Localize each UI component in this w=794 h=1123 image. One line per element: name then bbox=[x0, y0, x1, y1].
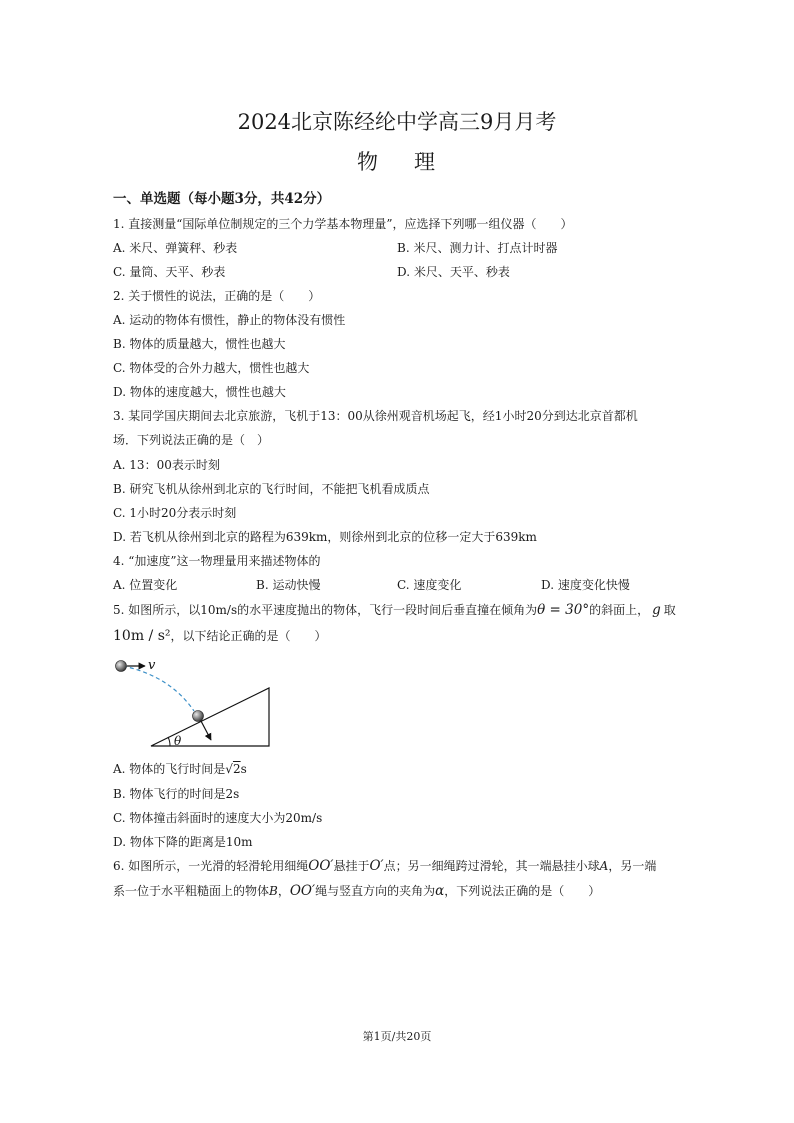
q6-stem-line1 bbox=[113, 857, 656, 875]
q5-option-a-unit: s bbox=[240, 762, 247, 776]
trajectory-dashed bbox=[123, 666, 194, 711]
projectile-incline-figure bbox=[108, 651, 278, 749]
object-b-symbol: B bbox=[269, 884, 278, 898]
q3-stem-line1: 3. 某同学国庆期间去北京旅游，飞机于13：00从徐州观音机场起飞，经1小时20分到达北京首都机 bbox=[113, 409, 638, 423]
q4-option-c: C. 速度变化 bbox=[397, 578, 462, 592]
q5-stem-text-4: ，以下结论正确的是（ ） bbox=[170, 629, 327, 643]
q4-option-d: D. 速度变化快慢 bbox=[541, 578, 630, 592]
rope-oo-symbol-2: OO′ bbox=[289, 883, 316, 899]
impact-arrow bbox=[201, 721, 211, 740]
theta-label: θ bbox=[174, 734, 182, 748]
q3-option-c: C. 1小时20分表示时刻 bbox=[113, 506, 237, 520]
q5-stem-text: 5. 如图所示，以10m/s的水平速度抛出的物体，飞行一段时间后垂直撞在倾角为 bbox=[113, 603, 538, 617]
q6-text-6: ， bbox=[277, 884, 290, 898]
q6-text-5: 系一位于水平粗糙面上的物体 bbox=[113, 884, 270, 898]
q4-stem: 4. “加速度”这一物理量用来描述物体的 bbox=[113, 554, 321, 568]
ball-a-symbol: A bbox=[599, 859, 609, 873]
q6-text-1: 6. 如图所示，一光滑的轻滑轮用细绳 bbox=[113, 859, 309, 873]
q2-stem: 2. 关于惯性的说法，正确的是（ ） bbox=[113, 289, 321, 303]
q1-option-a: A. 米尺、弹簧秤、秒表 bbox=[113, 241, 238, 255]
page-number: 第1页/共20页 bbox=[362, 1030, 432, 1043]
start-ball bbox=[116, 661, 127, 672]
q6-stem-line2 bbox=[113, 882, 600, 900]
rope-oo-symbol: OO′ bbox=[308, 858, 334, 874]
g-symbol: g bbox=[652, 602, 661, 618]
q5-stem-text-2: 的斜面上， bbox=[589, 603, 650, 617]
impact-ball bbox=[193, 711, 204, 722]
subject-left: 物 bbox=[357, 150, 380, 174]
q2-option-d: D. 物体的速度越大，惯性也越大 bbox=[113, 385, 286, 399]
q5-option-a bbox=[113, 760, 247, 778]
q1-stem: 1. 直接测量“国际单位制规定的三个力学基本物理量”，应选择下列哪一组仪器（ ） bbox=[113, 217, 573, 231]
q3-option-b: B. 研究飞机从徐州到北京的飞行时间，不能把飞机看成质点 bbox=[113, 482, 430, 496]
velocity-label: v bbox=[148, 658, 156, 673]
q5-option-d: D. 物体下降的距离是10m bbox=[113, 835, 253, 849]
q3-option-a: A. 13：00表示时刻 bbox=[113, 458, 220, 472]
q6-text-8: ，下列说法正确的是（ ） bbox=[444, 884, 601, 898]
subject-title bbox=[0, 148, 794, 176]
point-o-prime: O′ bbox=[369, 858, 384, 874]
alpha-symbol: α bbox=[435, 883, 445, 899]
q6-text-7: 绳与竖直方向的夹角为 bbox=[315, 884, 436, 898]
sqrt-two: √2 bbox=[225, 762, 241, 776]
q3-stem-line2: 场．下列说法正确的是（ ） bbox=[113, 433, 270, 447]
section-heading: 一、单选题（每小题3分，共42分） bbox=[113, 191, 331, 207]
q5-stem-line1 bbox=[113, 601, 676, 619]
q2-option-a: A. 运动的物体有惯性，静止的物体没有惯性 bbox=[113, 313, 346, 327]
angle-arc bbox=[168, 737, 170, 746]
q2-option-c: C. 物体受的合外力越大，惯性也越大 bbox=[113, 361, 310, 375]
q5-option-a-text: A. 物体的飞行时间是 bbox=[113, 762, 226, 776]
q1-option-b: B. 米尺、测力计、打点计时器 bbox=[397, 241, 558, 255]
q4-option-b: B. 运动快慢 bbox=[256, 578, 321, 592]
page-title: 2024北京陈经纶中学高三9月月考 bbox=[237, 110, 557, 134]
subject-right: 理 bbox=[414, 150, 437, 174]
q5-option-b: B. 物体飞行的时间是2s bbox=[113, 787, 240, 801]
q2-option-b: B. 物体的质量越大，惯性也越大 bbox=[113, 337, 286, 351]
q6-text-2: 悬挂于 bbox=[333, 859, 370, 873]
q5-option-c: C. 物体撞击斜面时的速度大小为20m/s bbox=[113, 811, 323, 825]
q1-option-c: C. 量筒、天平、秒表 bbox=[113, 265, 226, 279]
g-value: 10m / s² bbox=[113, 628, 171, 644]
q1-option-d: D. 米尺、天平、秒表 bbox=[397, 265, 510, 279]
q6-text-3: 点；另一细绳跨过滑轮，其一端悬挂小球 bbox=[383, 859, 600, 873]
q3-option-d: D. 若飞机从徐州到北京的路程为639km，则徐州到北京的位移一定大于639km bbox=[113, 530, 537, 544]
q5-stem-line2 bbox=[113, 627, 327, 645]
angle-formula: θ = 30° bbox=[537, 602, 590, 618]
sqrt-radicand: 2 bbox=[232, 762, 241, 776]
q6-text-4: ，另一端 bbox=[608, 859, 657, 873]
q5-stem-text-3: 取 bbox=[663, 603, 676, 617]
q4-option-a: A. 位置变化 bbox=[113, 578, 178, 592]
